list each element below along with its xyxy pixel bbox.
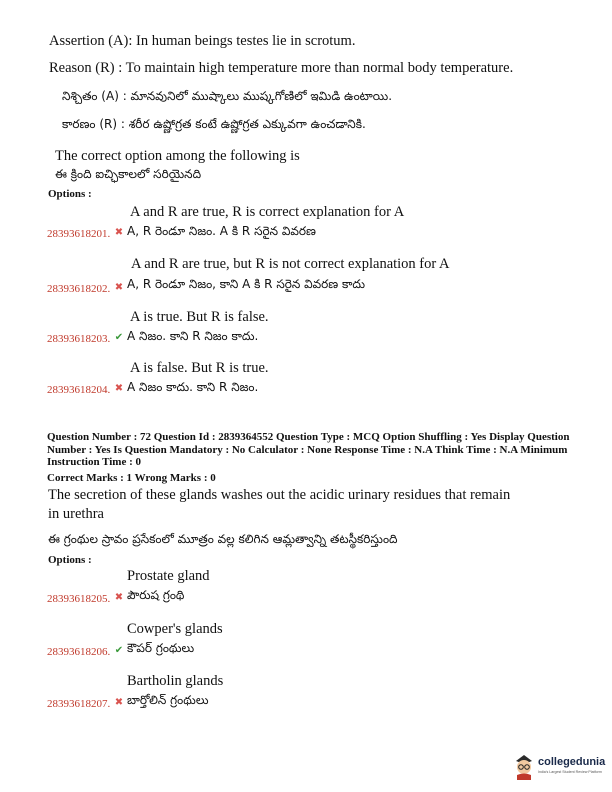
option-2-telugu: కౌపర్ గ్రంథులు — [127, 641, 195, 655]
option-1-id: 28393618201. — [47, 228, 111, 240]
option-3-id: 28393618203. — [47, 333, 111, 345]
logo-name: collegedunia — [538, 756, 606, 768]
option-2-telugu: A, R రెండూ నిజం, కాని A కి R సరైన వివరణ కాదు — [127, 277, 366, 291]
wrong-mark-icon: ✖ — [114, 383, 124, 394]
question-text: The correct option among the following is — [55, 148, 300, 164]
reason-telugu: కారణం (R) : శరీర ఉష్ణోగ్రత కంటే ఉష్ణోగ్రత ఎక్కువగా ఉంచడానికి. — [62, 117, 366, 131]
marks-info: Correct Marks : 1 Wrong Marks : 0 — [47, 472, 216, 484]
assertion-text: Assertion (A): In human beings testes lie in scrotum. — [49, 33, 356, 49]
logo-tagline: India's Largest Student Review Platform — [538, 770, 602, 774]
wrong-mark-icon: ✖ — [114, 282, 124, 293]
reason-text: Reason (R) : To maintain high temperature more than normal body temperature. — [49, 60, 514, 76]
mascot-icon — [512, 752, 536, 780]
correct-check-icon: ✔ — [114, 332, 124, 343]
option-1-telugu: పౌరుష గ్రంథి — [127, 588, 185, 602]
options-label: Options : — [48, 188, 92, 200]
option-4-telugu: A నిజం కాదు. కాని R నిజం. — [127, 380, 259, 394]
question-text-line-1: The secretion of these glands washes out the acidic urinary residues that remain — [48, 487, 511, 503]
question-telugu: ఈ క్రింది ఐచ్ఛికాలలో సరియైనది — [55, 167, 202, 181]
option-3-telugu: A నిజం. కాని R నిజం కాదు. — [127, 329, 259, 343]
option-2-id: 28393618206. — [47, 646, 111, 658]
question-header: Question Number : 72 Question Id : 2839364552 Question Type : MCQ Option Shuffling : Yes Display Question Number : Yes Is Question Mandatory : No Calculator : None Response Time : N.A Think Time : N.A Minimum Instruction Time : 0 — [47, 431, 570, 468]
option-3-english: A is true. But R is false. — [130, 309, 269, 325]
option-2-id: 28393618202. — [47, 283, 111, 295]
wrong-mark-icon: ✖ — [114, 227, 124, 238]
option-1-english: A and R are true, R is correct explanation for A — [130, 204, 405, 220]
option-4-english: A is false. But R is true. — [130, 360, 269, 376]
wrong-mark-icon: ✖ — [114, 697, 124, 708]
question-telugu: ఈ గ్రంథుల స్రావం ప్రసేకంలో మూత్రం వల్ల కలిగిన ఆమ్లత్వాన్ని తటస్థీకరిస్తుంది — [48, 532, 398, 546]
option-1-english: Prostate gland — [127, 568, 210, 584]
option-4-id: 28393618204. — [47, 384, 111, 396]
wrong-mark-icon: ✖ — [114, 592, 124, 603]
correct-check-icon: ✔ — [114, 645, 124, 656]
option-3-telugu: బార్తోలిన్ గ్రంథులు — [127, 693, 209, 707]
option-1-id: 28393618205. — [47, 593, 111, 605]
option-3-id: 28393618207. — [47, 698, 111, 710]
option-3-english: Bartholin glands — [127, 673, 224, 689]
option-2-english: A and R are true, but R is not correct explanation for A — [131, 256, 450, 272]
assertion-telugu: నిశ్చితం (A) : మానవునిలో ముష్కాలు ముష్కగోణిలో ఇమిడి ఉంటాయి. — [62, 89, 393, 103]
collegedunia-logo — [512, 752, 608, 782]
options-label: Options : — [48, 554, 92, 566]
question-text-line-2: in urethra — [48, 506, 104, 522]
option-1-telugu: A, R రెండూ నిజం. A కి R సరైన వివరణ — [127, 224, 316, 238]
option-2-english: Cowper's glands — [127, 621, 223, 637]
